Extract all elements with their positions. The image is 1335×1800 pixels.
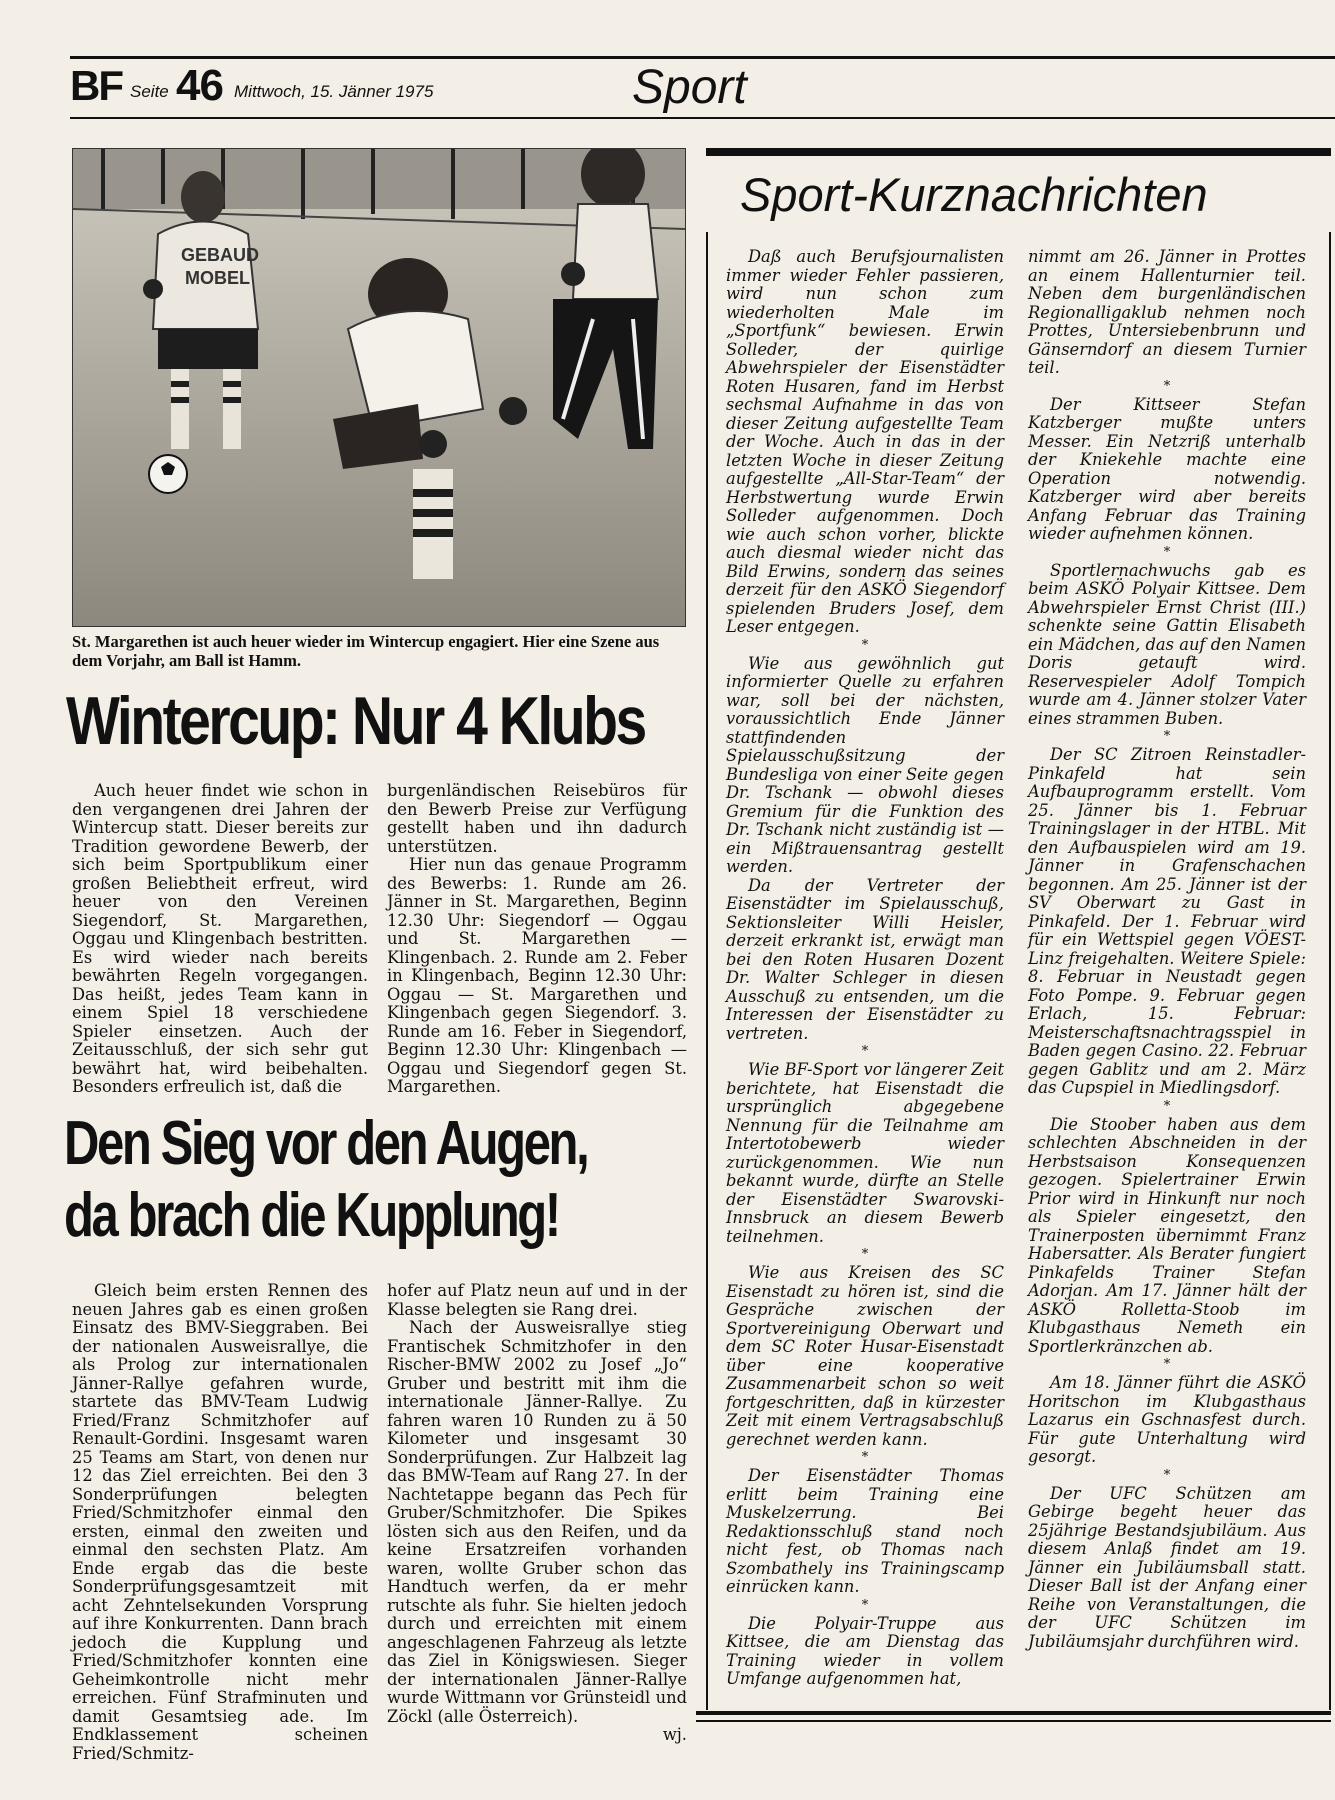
news-item: Da der Vertreter der Eisenstädter im Spielausschuß, Sektionsleiter Willi Heisler, derzeit erkrankt ist, erwägt man bei den Roten Husaren Dozent Dr. Walter Schleger in diesen Ausschuß zu entsenden, um die Interessen der Eisenstädter zu vertreten. bbox=[726, 875, 1004, 1043]
section-title: Sport bbox=[632, 61, 747, 114]
wintercup-paragraph: burgenländischen Reisebüros für den Bewerb Preise zur Verfügung gestellt haben und ihn dadurch unterstützen. bbox=[387, 781, 687, 856]
star-separator: * bbox=[1163, 544, 1171, 560]
rallye-paragraph: hofer auf Platz neun auf und in der Klasse belegten sie Rang drei. bbox=[387, 1281, 687, 1319]
star-separator: * bbox=[861, 1597, 869, 1613]
news-item: Am 18. Jänner führt die ASKÖ Horitschon im Klubgasthaus Lazarus ein Gschnasfest durch. Für gute Unterhaltung wird gesorgt. bbox=[1028, 1373, 1306, 1466]
star-separator: * bbox=[1163, 729, 1171, 744]
star-separator: * bbox=[861, 1044, 869, 1059]
news-item: Wie BF-Sport vor längerer Zeit berichtete, hat Eisenstadt die ursprünglich abgegebene Nennung für die Teilnahme am Intertotobewerb wieder zurückgenommen. Wie nun bekannt wurde, dürfte an Stelle der Eisenstädter Swarovski-Innsbruck an diesem Bewerb teilnehmen. bbox=[726, 1060, 1004, 1246]
kurznachrichten-column-2 bbox=[1028, 248, 1306, 1651]
shirt-text-1: GEBAUD bbox=[181, 245, 260, 265]
kurznachrichten-top-bar bbox=[706, 148, 1331, 156]
page-label: Seite bbox=[130, 82, 169, 101]
wintercup-column-2 bbox=[387, 782, 687, 1097]
news-item: Der Eisenstädter Thomas erlitt beim Training eine Muskelzerrung. Bei Redaktionsschluß stand noch nicht fest, ob Thomas nach Szombathely ins Trainingscamp einrücken kann. bbox=[726, 1466, 1004, 1596]
author-signature: wj. bbox=[662, 1725, 687, 1744]
page-number: 46 bbox=[176, 61, 223, 110]
rallye-paragraph: Nach der Ausweisrallye stieg Frantischek Schmitzhofer in den Rischer-BMW 2002 zu Josef „Jo“ Gruber und bestritt mit ihm die internationale Jänner-Rallye. Zu fahren waren 10 Runden zu ä 50 Kilometer und insgesamt 30 Sonderprüfungen. Zur Halbzeit lag das BMW-Team auf Rang 27. In der Nachtetappe begann das Pech für Gruber/Schmitzhofer. Die Spikes lösten sich aus den Reifen, und da keine Ersatzreifen vorhanden waren, wollte Gruber schon das Handtuch werfen, da er mehr rutschte als fuhr. Sie hielten jedoch durch und erreichten mit einem angeschlagenen Fahrzeug als letzte das Ziel in Königswiesen. Sieger der internationalen Jänner-Rallye wurde Wittmann vor Grünsteidl und Zöckl (alle Österreich). bbox=[387, 1318, 687, 1726]
news-item: Wie aus Kreisen des SC Eisenstadt zu hören ist, sind die Gespräche zwischen der Sportvereinigung Oberwart und dem SC Roter Husar-Eisenstadt über eine kooperative Zusammenarbeit schon so weit fortgeschritten, daß in kürzester Zeit mit einem Vertragsabschluß gerechnet werden kann. bbox=[726, 1263, 1004, 1449]
rallye-headline-line-2: da brach die Kupplung! bbox=[64, 1181, 559, 1250]
kurznachrichten-bottom-rule bbox=[696, 1720, 1331, 1722]
star-separator: * bbox=[1163, 378, 1171, 394]
star-separator: * bbox=[861, 637, 869, 653]
issue-date: Mittwoch, 15. Jänner 1975 bbox=[234, 82, 434, 101]
star-separator: * bbox=[1163, 1357, 1171, 1372]
news-item: Der SC Zitroen Reinstadler-Pinkafeld hat sein Aufbauprogramm erstellt. Vom 25. Jänner bis 1. Februar Trainingslager in der HTBL. Mit den Aufbauspielen wird am 19. Jänner in Grafenschachen begonnen. Am 25. Jänner ist der SV Oberwart zu Gast in Pinkafeld. Der 1. Februar wird für ein Wettspiel gegen VÖEST-Linz freigehalten. Weitere Spiele: 8. Februar in Neustadt gegen Foto Pompe. 9. Februar gegen Erlach, 15. Februar: Meisterschaftsnachtragsspiel in Baden gegen Casino. 22. Februar gegen Gablitz und am 2. März das Cupspiel in Miedlingsdorf. bbox=[1028, 745, 1306, 1097]
kurznachrichten-title: Sport-Kurznachrichten bbox=[740, 168, 1208, 221]
news-item: nimmt am 26. Jänner in Prottes an einem Hallenturnier teil. Neben dem burgenländischen Regionalligaklub nehmen noch Prottes, Untersiebenbrunn und Gänserndorf an diesem Turnier teil. bbox=[1028, 247, 1306, 377]
news-item: Sportlernachwuchs gab es beim ASKÖ Polyair Kittsee. Dem Abwehrspieler Ernst Christ (III.) schenkte seine Gattin Elisabeth ein Mädchen, das auf den Namen Doris getauft wird. Reservespieler Adolf Tompich wurde am 4. Jänner stolzer Vater eines strammen Buben. bbox=[1028, 560, 1306, 728]
wintercup-headline: Wintercup: Nur 4 Klubs bbox=[66, 683, 645, 759]
kurznachrichten-column-1 bbox=[726, 248, 1004, 1689]
wintercup-column-1 bbox=[72, 782, 368, 1097]
shirt-text-2: MOBEL bbox=[185, 268, 250, 288]
wintercup-programme: Hier nun das genaue Programm des Bewerbs: 1. Runde am 26. Jänner in St. Margarethen, Beginn 12.30 Uhr: Siegendorf — Oggau und St. Margarethen — Klingenbach. 2. Runde am 2. Feber in Klingenbach, Beginn 12.30 Uhr: Oggau — St. Margarethen und Klingenbach gegen Siegendorf. 3. Runde am 16. Feber in Siegendorf, Beginn 12.30 Uhr: Klingenbach — Oggau und Siegendorf gegen St. Margarethen. bbox=[387, 855, 687, 1096]
kurznachrichten-bottom-rule bbox=[696, 1711, 1331, 1715]
news-item: Der UFC Schützen am Gebirge begeht heuer das 25jährige Bestandsjubiläum. Aus diesem Anlaß findet am 19. Jänner ein Jubiläumsball statt. Dieser Ball ist der Anfang einer Reihe von Veranstaltungen, die der UFC Schützen im Jubiläumsjahr durchführen wird. bbox=[1028, 1483, 1306, 1651]
star-separator: * bbox=[861, 1247, 869, 1262]
rallye-headline-line-1: Den Sieg vor den Augen, bbox=[64, 1109, 588, 1178]
football-photo-illustration bbox=[73, 149, 685, 626]
football-photo bbox=[72, 148, 686, 627]
news-item: Die Stoober haben aus dem schlechten Abschneiden in der Herbstsaison Konsequenzen gezogen. Spielertrainer Erwin Prior wird in Hinkunft nur noch als Spieler eingesetzt, den Trainerposten übernimmt Franz Habersatter. Als Berater fungiert Pinkafelds Trainer Stefan Adorjan. Am 17. Jänner hält der ASKÖ Rolletta-Stoob im Klubgasthaus Nemeth ein Sportlerkränzchen ab. bbox=[1028, 1114, 1306, 1356]
news-item: Wie aus gewöhnlich gut informierter Quelle zu erfahren war, soll bei der nächsten, voraussichtlich Ende Jänner stattfindenden Spielausschußsitzung der Bundesliga von einer Seite gegen Dr. Tschank — obwohl dieses Gremium für die Funktion des Dr. Tschank nicht zuständig ist — ein Mißtrauensantrag gestellt werden. bbox=[726, 653, 1004, 876]
masthead-bottom-rule bbox=[70, 117, 1335, 119]
star-separator: * bbox=[861, 1450, 869, 1465]
brand-logo: BF bbox=[70, 62, 122, 109]
news-item: Die Polyair-Truppe aus Kittsee, die am Dienstag das Training wieder in vollem Umfange aufgenommen hat, bbox=[726, 1613, 1004, 1688]
rallye-headline bbox=[64, 1108, 664, 1252]
news-item: Daß auch Berufsjournalisten immer wieder Fehler passieren, wird nun schon zum wiederholten Male im „Sportfunk“ bewiesen. Erwin Solleder, der quirlige Abwehrspieler der Eisenstädter Roten Husaren, fand im Herbst sechsmal Aufnahme in das von dieser Zeitung aufgestellte Team der Woche. Auch in das in der letzten Woche in dieser Zeitung aufgestellte „All-Star-Team“ der Herbstwertung wurde Erwin Solleder aufgenommen. Doch wie auch schon vorher, blickte auch diesmal wieder nicht das Bild Erwins, sondern das seines derzeit für den ASKÖ Siegendorf spielenden Bruders Josef, dem Leser entgegen. bbox=[726, 247, 1004, 636]
masthead-top-rule bbox=[70, 56, 1335, 59]
photo-caption: St. Margarethen ist auch heuer wieder im Wintercup engagiert. Hier eine Szene aus dem Vorjahr, am Ball ist Hamm. bbox=[72, 632, 660, 670]
rallye-column-2 bbox=[387, 1282, 687, 1745]
star-separator: * bbox=[1163, 1098, 1171, 1114]
wintercup-paragraph: Auch heuer findet wie schon in den vergangenen drei Jahren der Wintercup statt. Dieser bereits zur Tradition gewordene Bewerb, der sich beim Sportpublikum einer großen Beliebtheit erfreut, wird heuer von den Vereinen Siegendorf, St. Margarethen, Oggau und Klingenbach bestritten. Es wird wieder nach bereits bewährten Regeln vorgegangen. Das heißt, jedes Team kann in einem Spiel 18 verschiedene Spieler einsetzen. Auch der Zeitausschluß, der sich sehr gut bewährt hat, wird beibehalten. Besonders erfreulich ist, daß die bbox=[72, 781, 368, 1096]
news-item: Der Kittseer Stefan Katzberger mußte unters Messer. Ein Netzriß unterhalb der Kniekehle machte eine Operation notwendig. Katzberger wird aber bereits Anfang Februar das Training wieder aufnehmen können. bbox=[1028, 394, 1306, 543]
star-separator: * bbox=[1163, 1467, 1171, 1483]
rallye-column-1 bbox=[72, 1282, 368, 1763]
rallye-paragraph: Gleich beim ersten Rennen des neuen Jahres gab es einen großen Einsatz des BMV-Sieggraben. Bei der nationalen Ausweisrallye, die als Prolog zur internationalen Jänner-Rallye gefahren wurde, startete das BMV-Team Ludwig Fried/Franz Schmitzhofer auf Renault-Gordini. Insgesamt waren 25 Teams am Start, von denen nur 12 das Ziel erreichten. Bei den 3 Sonderprüfungen belegten Fried/Schmitzhofer einmal den ersten, einmal den zweiten und einmal den sechsten Platz. Am Ende ergab das die beste Sonderprüfungsgesamtzeit mit acht Zehntelsekunden Vorsprung auf ihre Konkurrenten. Dann brach jedoch die Kupplung und Fried/Schmitzhofer konnten eine Geheimkontrolle nicht mehr erreichen. Fünf Strafminuten und damit Gesamtsieg ade. Im Endklassement scheinen Fried/Schmitz- bbox=[72, 1281, 368, 1763]
